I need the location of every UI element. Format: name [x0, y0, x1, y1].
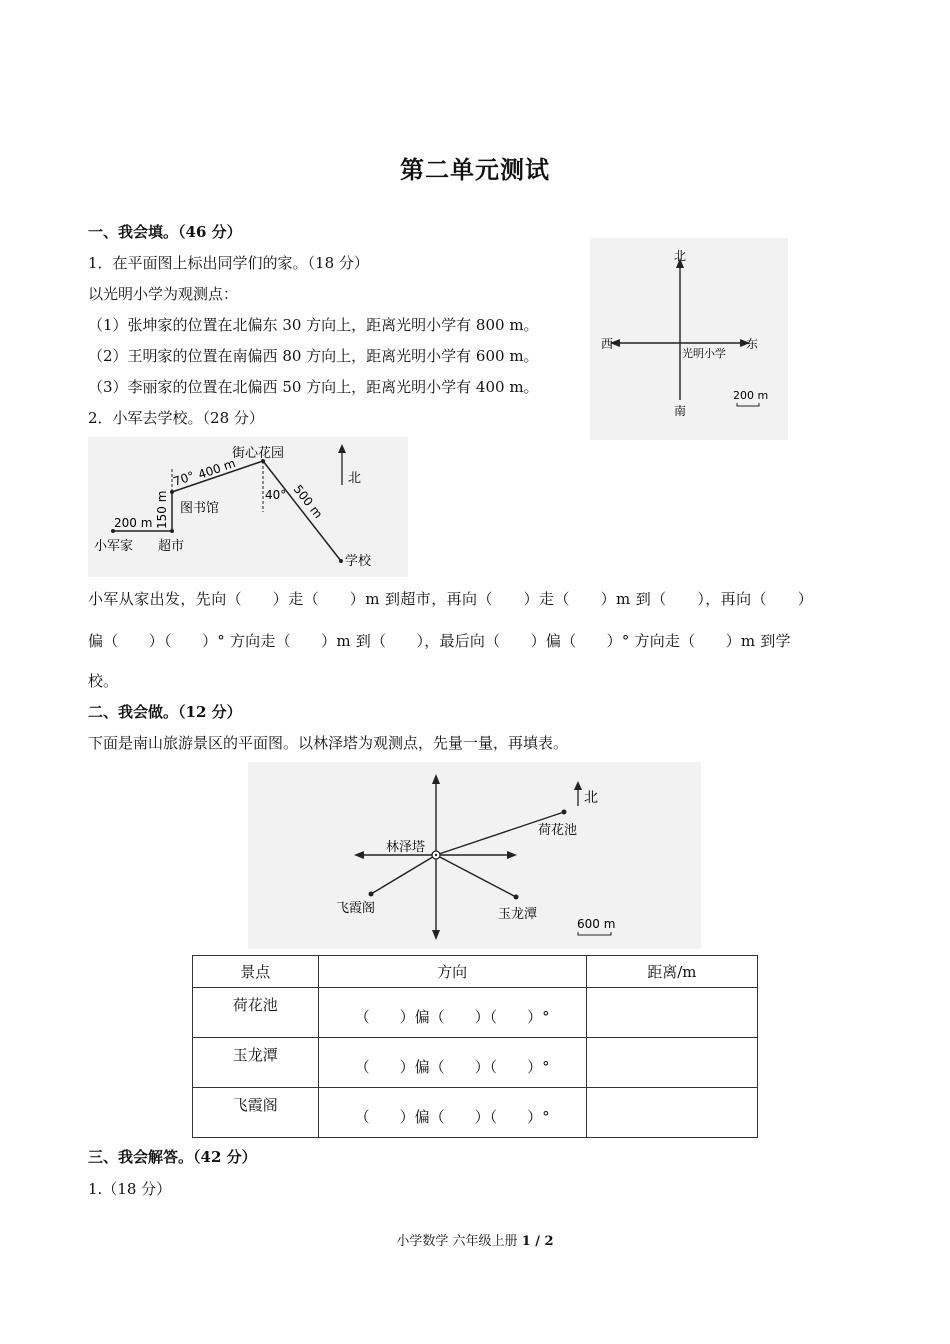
footer-text: 小学数学 六年级上册 [396, 1234, 522, 1249]
page-title: 第二单元测试 [400, 155, 550, 184]
table-cell-direction[interactable]: （ ）偏（ ）（ ）° [318, 988, 586, 1038]
table-cell-spot: 飞霞阁 [193, 1088, 319, 1138]
section3-heading: 三、我会解答。（42 分） [88, 1148, 257, 1166]
route-angle1-label: 70° [171, 468, 197, 489]
route-home-label: 小军家 [94, 539, 134, 554]
q1-intro: 以光明小学为观测点： [88, 285, 239, 303]
scenic-center-label: 林泽塔 [386, 840, 426, 855]
q1-item1: （1）张坤家的位置在北偏东 30 方向上，距离光明小学有 800 m。 [88, 316, 539, 334]
scenic-map-figure [248, 762, 701, 949]
compass-south: 南 [674, 404, 687, 418]
scenic-north-label: 北 [584, 790, 598, 806]
route-map-figure [88, 437, 408, 577]
compass-east: 东 [746, 337, 759, 351]
page-footer [0, 1230, 950, 1249]
q1-item3: （3）李丽家的位置在北偏西 50 方向上，距离光明小学有 400 m。 [88, 378, 539, 396]
q2-fill-line2: 偏（ ）（ ）° 方向走（ ）m 到（ ），最后向（ ）偏（ ）° 方向走（ ）m 到学 [88, 632, 791, 650]
q2-title: 2．小军去学校。（28 分） [88, 409, 264, 427]
table-row [193, 988, 758, 1038]
q2-fill-line1: 小军从家出发，先向（ ）走（ ）m 到超市，再向（ ）走（ ）m 到（ ），再向（ ） [88, 590, 814, 608]
section1-heading: 一、我会填。（46 分） [88, 223, 242, 241]
scenic-table [192, 955, 758, 1138]
table-cell-distance[interactable] [586, 988, 757, 1038]
route-seg1-label: 200 m [114, 516, 153, 530]
route-school-label: 学校 [345, 554, 372, 569]
table-row [193, 1038, 758, 1088]
scenic-feixia-label: 飞霞阁 [336, 901, 376, 916]
route-north-label: 北 [348, 471, 362, 486]
route-angle2-label: 40° [265, 488, 287, 502]
route-library-label: 图书馆 [180, 501, 220, 516]
route-market-label: 超市 [158, 539, 185, 554]
table-row [193, 1088, 758, 1138]
table-cell-direction[interactable]: （ ）偏（ ）（ ）° [318, 1038, 586, 1088]
footer-page: 1 / 2 [521, 1234, 554, 1249]
q1-item2: （2）王明家的位置在南偏西 80 方向上，距离光明小学有 600 m。 [88, 347, 539, 365]
table-header-row [193, 956, 758, 988]
table-cell-spot: 荷花池 [193, 988, 319, 1038]
scenic-yulong-label: 玉龙潭 [498, 907, 538, 922]
compass-figure [590, 238, 788, 440]
q2-fill-line3: 校。 [88, 672, 119, 690]
table-header-distance: 距离/m [586, 956, 757, 988]
scenic-lotus-label: 荷花池 [538, 823, 578, 838]
route-seg2-label: 150 m [155, 490, 169, 529]
section3-q1: 1.（18 分） [88, 1180, 172, 1198]
table-cell-spot: 玉龙潭 [193, 1038, 319, 1088]
route-seg4-label: 500 m [290, 482, 326, 522]
section2-heading: 二、我会做。（12 分） [88, 703, 242, 721]
compass-west: 西 [601, 337, 614, 351]
table-cell-direction[interactable]: （ ）偏（ ）（ ）° [318, 1088, 586, 1138]
route-seg3-label: 400 m [196, 456, 238, 482]
table-cell-distance[interactable] [586, 1088, 757, 1138]
compass-center-label: 光明小学 [682, 347, 726, 360]
table-header-direction: 方向 [318, 956, 586, 988]
compass-scale-label: 200 m [733, 389, 769, 402]
route-garden-label: 街心花园 [232, 446, 285, 461]
q1-title: 1．在平面图上标出同学们的家。（18 分） [88, 254, 369, 272]
table-header-spot: 景点 [193, 956, 319, 988]
section2-intro: 下面是南山旅游景区的平面图。以林泽塔为观测点，先量一量，再填表。 [88, 734, 569, 752]
table-cell-distance[interactable] [586, 1038, 757, 1088]
compass-north: 北 [674, 249, 687, 263]
scenic-scale-label: 600 m [577, 917, 616, 931]
